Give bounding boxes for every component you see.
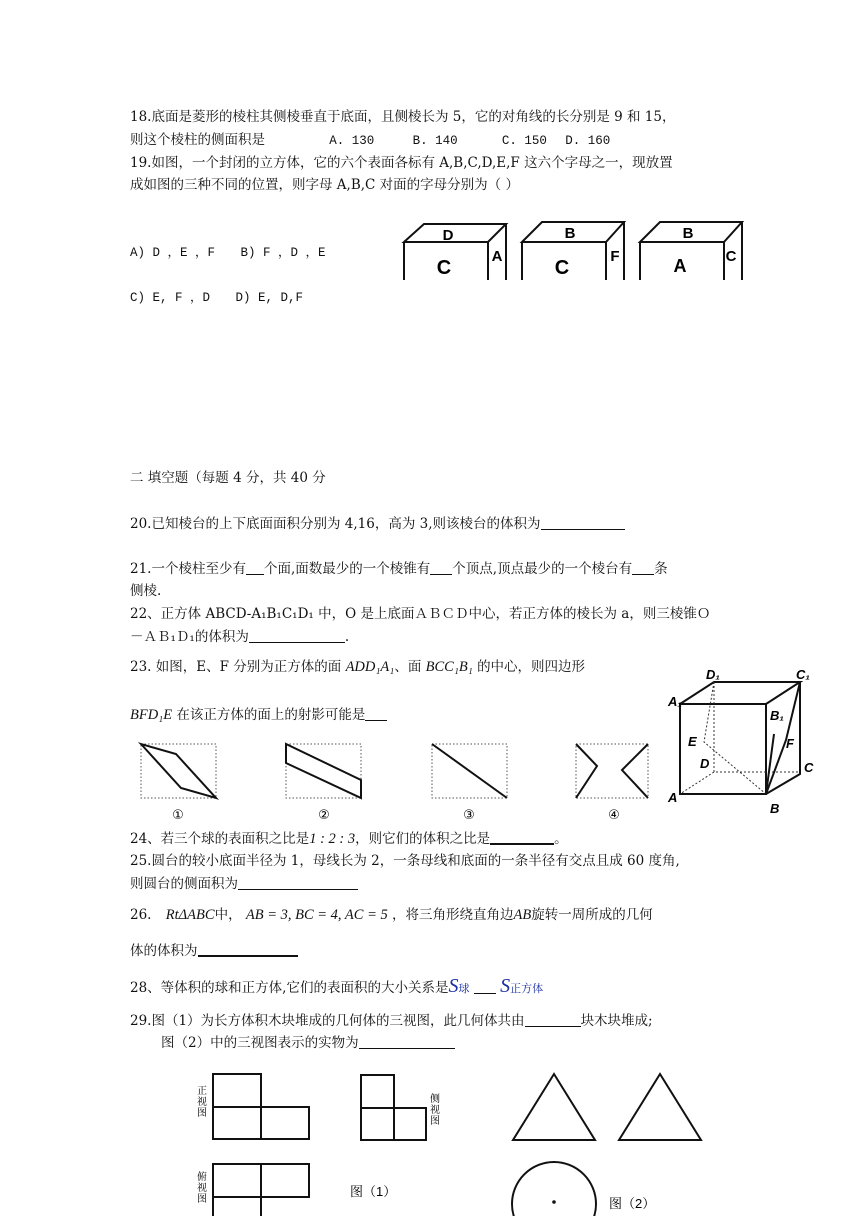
q25-line1: 25.圆台的较小底面半径为 1，母线长为 2，一条母线和底面的一条半径有交点且成 60 度角,	[130, 853, 680, 869]
q18-option-b: B. 140	[412, 134, 458, 148]
q21-line1	[130, 560, 668, 578]
cube-3-side-label: C	[725, 248, 737, 265]
q26-text-4: 体的体积为	[130, 943, 198, 959]
q28-subscript-sphere: 球	[458, 982, 470, 995]
section-2-heading: 二 填空题（每题 4 分，共 40 分	[130, 470, 326, 486]
q23-text: 在该正方体的面上的射影可能是	[176, 707, 366, 723]
q26-axis: AB	[513, 907, 532, 923]
q28-line	[130, 974, 543, 1001]
q24-line	[130, 829, 568, 848]
q28-s-cube: S	[500, 975, 511, 997]
q26-text-2: ，将三角形绕直角边	[392, 907, 514, 923]
projection-label-3: ③	[463, 807, 475, 822]
q29-figures	[190, 1066, 720, 1216]
q28-text: 28、等体积的球和正方体,它们的表面积的大小关系是	[130, 980, 449, 996]
q19-option-b: B) F ，D ，E	[240, 246, 326, 260]
cube-label-b: B	[770, 801, 780, 816]
cube-label-d1: D₁	[706, 667, 720, 682]
figure-2-caption: 图（2）	[609, 1196, 656, 1211]
projection-3-shape	[432, 744, 507, 798]
q25-line2	[130, 875, 358, 893]
cube-2-front-label: C	[554, 257, 570, 279]
front-view-grid	[213, 1074, 309, 1139]
cube-2-side-label: F	[610, 248, 620, 265]
q19-option-d: D) E, D,F	[235, 291, 304, 305]
projection-2-shape	[286, 744, 361, 798]
projection-1-shape	[141, 744, 216, 798]
q24-part-b: ，则它们的体积之比是	[355, 831, 491, 847]
q20-answer-blank[interactable]	[541, 515, 625, 530]
q26-text-3: 旋转一周所成的几何	[531, 907, 653, 923]
q21-part-a: 21.一个棱柱至少有	[130, 561, 246, 577]
projection-label-4: ④	[608, 807, 620, 822]
q23-face-2: BCC₁B₁	[425, 659, 473, 675]
top-view-label: 俯视图	[197, 1172, 207, 1205]
q20-text: 20.已知棱台的上下底面面积分别为 4,16，高为 3,则该棱台的体积为	[130, 516, 541, 532]
cube-label-f: F	[786, 736, 794, 751]
cube-label-e: E	[688, 734, 697, 749]
side-view-grid	[361, 1075, 426, 1140]
circle-center-dot	[552, 1200, 556, 1204]
cube-3-top-label: B	[682, 225, 694, 242]
q29-text-c: 图（2）中的三视图表示的实物为	[161, 1035, 359, 1051]
figure-2-views	[512, 1074, 701, 1216]
cube-1-side-label: A	[491, 248, 503, 265]
cube-label-c1: C₁	[796, 667, 810, 682]
q22-line2	[130, 628, 349, 646]
q22-period: .	[344, 629, 350, 645]
q19-line2: 成如图的三种不同的位置，则字母 A,B,C 对面的字母分别为（ ）	[130, 177, 519, 193]
q25-text: 则圆台的侧面积为	[130, 876, 238, 892]
q23-line2	[130, 706, 387, 724]
q23-projection-options	[130, 738, 660, 824]
q23-face-1: ADD₁A₁	[345, 659, 395, 675]
cube-1-top-label: D	[442, 227, 454, 244]
q26-sides: AB = 3, BC = 4, AC = 5	[245, 907, 388, 923]
q19-cubes-figure	[398, 214, 750, 280]
q28-answer-blank[interactable]	[474, 983, 496, 994]
q28-subscript-cube: 正方体	[510, 982, 544, 995]
q29-text-a: 29.图（1）为长方体积木块堆成的几何体的三视图，此几何体共由	[130, 1013, 525, 1029]
q19-option-a: A) D ，E ，F	[130, 246, 216, 260]
q24-ratio: 1 : 2 : 3	[309, 831, 356, 847]
q21-line2: 侧棱.	[130, 583, 162, 599]
q26-triangle: RtΔABC	[165, 907, 215, 923]
q26-number: 26.	[130, 907, 152, 923]
q19-option-c: C) E, F ，D	[130, 291, 211, 305]
q23-answer-blank[interactable]	[365, 706, 387, 721]
q22-line1: 22、正方体 ABCD-A₁B₁C₁D₁ 中，O 是上底面ＡＢＣＤ中心，若正方体的棱长为 a，则三棱锥Ｏ	[130, 606, 711, 622]
q29-line1	[130, 1012, 653, 1030]
cube-label-c: C	[804, 760, 814, 775]
q18-stem: 则这个棱柱的侧面积是	[130, 132, 265, 148]
q18-line2	[130, 131, 610, 150]
side-view-label: 侧视图	[430, 1094, 440, 1127]
q21-blank-2[interactable]	[430, 560, 452, 575]
q23-part-a: 23. 如图，E、F 分别为正方体的面	[130, 659, 342, 675]
q22-answer-blank[interactable]	[249, 628, 345, 643]
projection-4-left-shape	[576, 744, 597, 798]
q24-period: 。	[554, 831, 568, 847]
q23-cube-figure	[664, 662, 832, 818]
q26-text-1: 中，	[214, 907, 242, 923]
cube-1-front-label: C	[436, 257, 452, 279]
q18-line1: 18.底面是菱形的棱柱其侧棱垂直于底面，且侧棱长为 5，它的对角线的长分别是 9 和 15，	[130, 109, 676, 125]
projection-label-1: ①	[172, 807, 184, 822]
q20-line	[130, 515, 625, 533]
q23-part-b: 、面	[394, 659, 422, 675]
q28-s-sphere: S	[448, 975, 459, 997]
q21-part-c: 个顶点,顶点最少的一个棱台有	[452, 561, 633, 577]
q23-quad: BFD₁E	[130, 707, 173, 723]
q24-part-a: 24、若三个球的表面积之比是	[130, 831, 310, 847]
q19-option-line-2	[130, 289, 303, 307]
q21-blank-1[interactable]	[246, 560, 264, 575]
q26-line1	[130, 906, 653, 924]
q24-answer-blank[interactable]	[490, 829, 554, 845]
cube-3-front-label: A	[673, 256, 687, 276]
q29-line2	[161, 1034, 455, 1052]
projection-4-right-shape	[622, 744, 648, 798]
q22-text: －ＡＢ₁Ｄ₁的体积为	[130, 629, 249, 645]
q26-answer-blank[interactable]	[198, 941, 298, 957]
figure-1-caption: 图（1）	[350, 1184, 397, 1199]
cube-label-a1: A₁	[668, 694, 682, 709]
q18-option-d: D. 160	[565, 134, 611, 148]
cube-label-a: A	[668, 790, 678, 805]
q29-blank-1[interactable]	[525, 1012, 581, 1027]
cube-2-top-label: B	[564, 225, 576, 242]
cube-label-b1: B₁	[770, 708, 784, 723]
q23-part-c: 的中心，则四边形	[477, 659, 586, 675]
q29-blank-2[interactable]	[359, 1034, 455, 1049]
front-view-label: 正视图	[197, 1086, 207, 1119]
q25-answer-blank[interactable]	[238, 875, 358, 890]
top-view-grid	[213, 1164, 309, 1216]
q21-part-b: 个面,面数最少的一个棱锥有	[263, 561, 431, 577]
projection-label-2: ②	[318, 807, 330, 822]
q18-option-c: C. 150	[501, 134, 547, 148]
q23-line1	[130, 658, 585, 676]
q21-blank-3[interactable]	[632, 560, 654, 575]
q21-part-d: 条	[654, 561, 668, 577]
q26-line2	[130, 941, 298, 960]
q19-line1: 19.如图，一个封闭的立方体，它的六个表面各标有 A,B,C,D,E,F 这六个字母之一，现放置	[130, 155, 673, 171]
cube-label-d: D	[700, 756, 710, 771]
q18-option-a: A. 130	[329, 134, 375, 148]
q29-text-b: 块木块堆成;	[580, 1013, 653, 1029]
q19-option-line-1	[130, 244, 326, 262]
